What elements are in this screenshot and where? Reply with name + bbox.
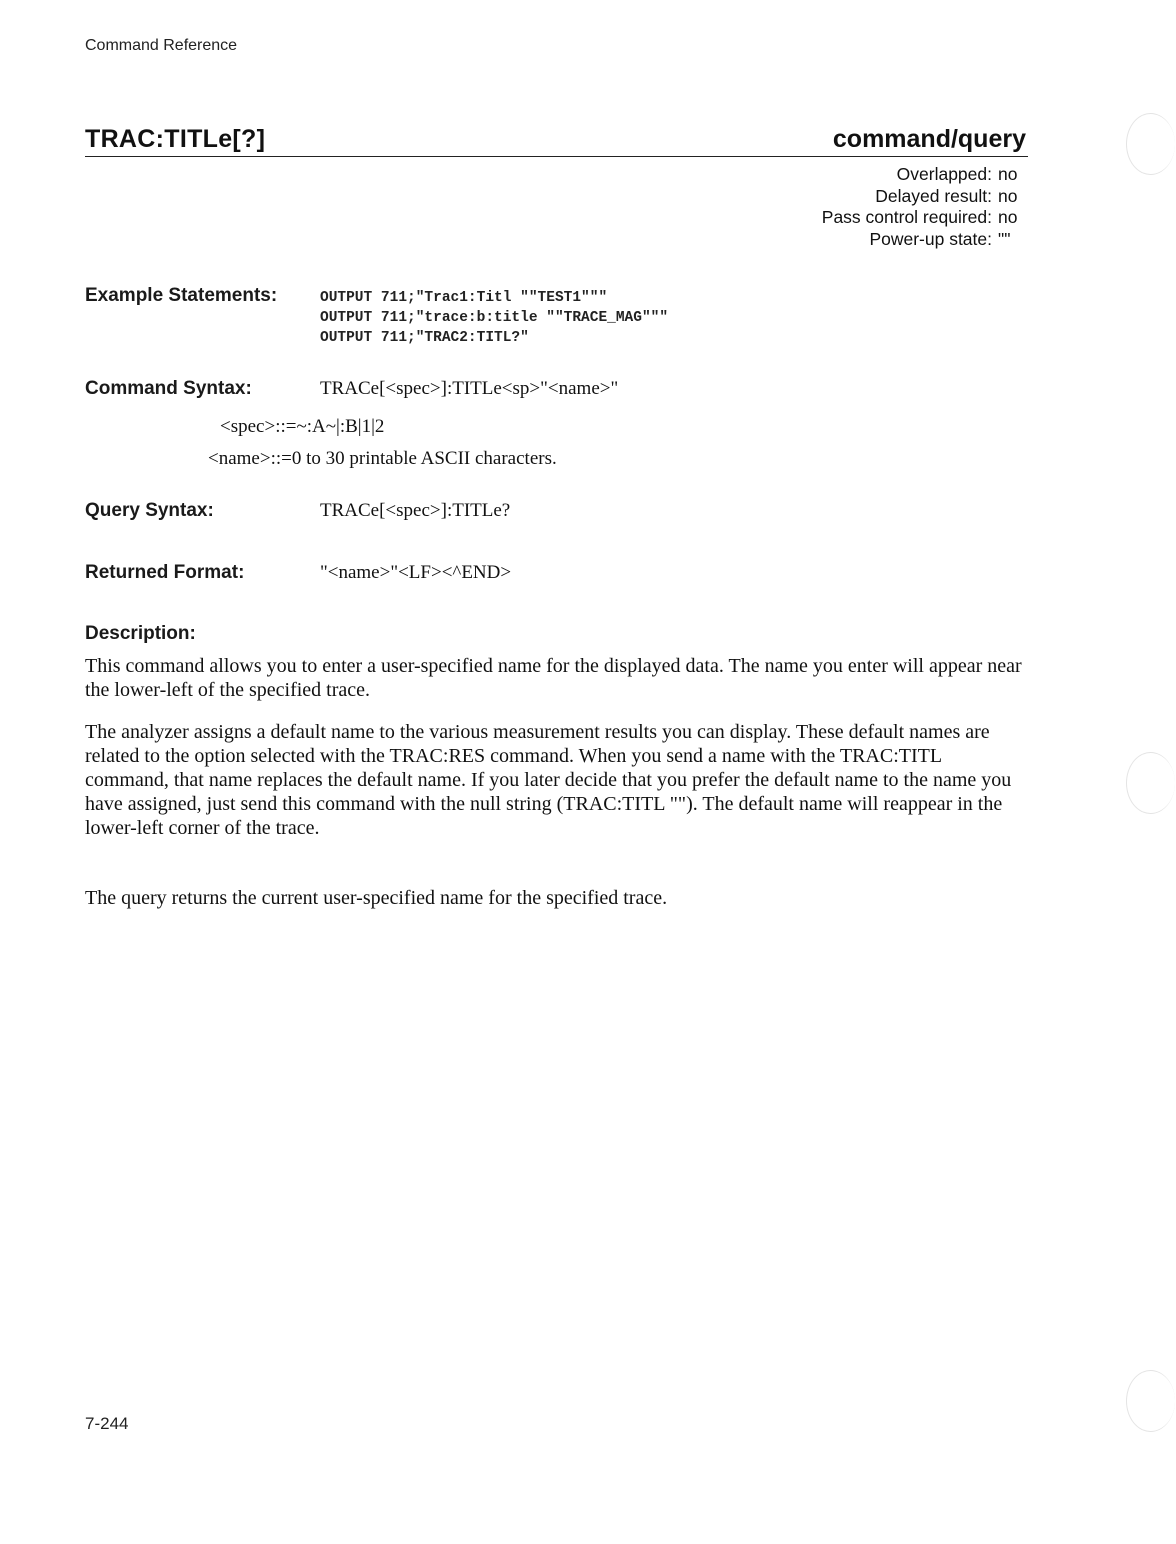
property-value: no xyxy=(998,164,1018,184)
property-pass-control xyxy=(698,207,1028,229)
example-statements xyxy=(320,288,668,348)
example-line: OUTPUT 711;"TRAC2:TITL?" xyxy=(320,330,529,346)
query-syntax-label: Query Syntax: xyxy=(85,500,214,521)
example-line: OUTPUT 711;"trace:b:title ""TRACE_MAG""" xyxy=(320,310,669,326)
property-delayed-result xyxy=(698,186,1028,208)
description-label: Description: xyxy=(85,623,196,644)
property-label: Power-up state: xyxy=(869,228,992,249)
returned-format-label: Returned Format: xyxy=(85,562,245,583)
property-value: no xyxy=(998,185,1018,206)
running-head: Command Reference xyxy=(85,37,238,54)
punch-hole xyxy=(1126,752,1175,814)
spec-definition: <spec>::=~:A~|:B|1|2 xyxy=(220,416,385,437)
property-label: Overlapped: xyxy=(896,164,992,184)
command-syntax-label: Command Syntax: xyxy=(85,378,252,399)
page-number: 7-244 xyxy=(85,1414,129,1433)
property-value: no xyxy=(998,207,1018,227)
command-type: command/query xyxy=(832,125,1026,153)
property-label: Pass control required: xyxy=(821,207,992,227)
punch-hole xyxy=(1126,1370,1175,1432)
description-paragraph: This command allows you to enter a user-specified name for the displayed data. The name you enter will appear near the lower-left of the specified trace. xyxy=(85,655,1022,701)
name-definition: <name>::=0 to 30 printable ASCII characters. xyxy=(208,448,557,469)
returned-format-value: "<name>"<LF><^END> xyxy=(320,562,512,583)
command-title: TRAC:TITLe[?] xyxy=(85,125,266,153)
command-properties xyxy=(698,164,1028,250)
command-title-row xyxy=(85,122,1028,157)
property-power-up-state xyxy=(698,229,1028,251)
command-syntax-value: TRACe[<spec>]:TITLe<sp>"<name>" xyxy=(320,378,619,399)
property-value: "" xyxy=(998,228,1011,249)
query-syntax-value: TRACe[<spec>]:TITLe? xyxy=(320,500,511,521)
punch-hole xyxy=(1126,113,1175,175)
description-paragraph: The query returns the current user-specified name for the specified trace. xyxy=(85,887,668,909)
description-paragraph: The analyzer assigns a default name to the various measurement results you can display. These default names are related to the option selected with the TRAC:RES command. When you send a name with the TRAC:TITL command, that name replaces the default name. If you later decide that you prefer the default name to the name you have assigned, just send this command with the null string (TRAC:TITL ""). The default name will reappear in the lower-left corner of the trace. xyxy=(85,721,1012,839)
property-label: Delayed result: xyxy=(875,185,992,206)
example-line: OUTPUT 711;"Trac1:Titl ""TEST1""" xyxy=(320,290,608,306)
example-statements-label: Example Statements: xyxy=(85,285,278,306)
property-overlapped xyxy=(698,164,1028,186)
